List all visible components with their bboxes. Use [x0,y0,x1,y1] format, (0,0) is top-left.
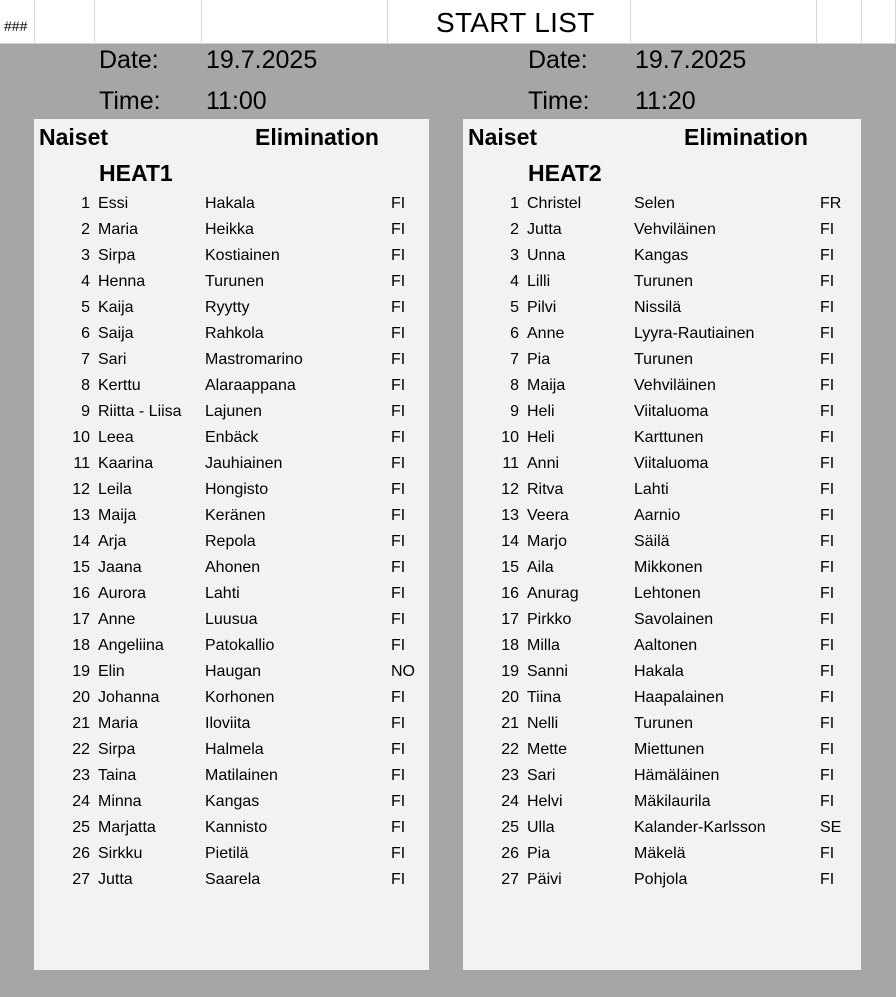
country-code: FI [820,325,835,342]
start-number: 21 [501,715,519,732]
country-code: FI [391,481,406,498]
country-code: FI [820,741,835,758]
start-list-row [463,793,858,819]
start-number: 5 [510,299,519,316]
start-list-row [34,715,429,741]
header-cell[interactable] [35,0,95,43]
last-name: Hakala [634,663,684,680]
first-name: Päivi [527,871,562,888]
time-label: Time: [99,87,161,115]
country-code: FI [820,273,835,290]
first-name: Minna [98,793,142,810]
first-name: Jutta [98,871,133,888]
country-code: FI [391,819,406,836]
header-cell[interactable] [817,0,862,43]
last-name: Haapalainen [634,689,724,706]
start-list-row [463,481,858,507]
first-name: Nelli [527,715,559,732]
last-name: Kannisto [205,819,268,836]
first-name: Anne [527,325,565,342]
first-name: Sanni [527,663,568,680]
first-name: Maija [527,377,566,394]
start-number: 6 [81,325,90,342]
country-code: FI [391,611,406,628]
last-name: Aaltonen [634,637,698,654]
start-number: 12 [72,481,90,498]
start-list-row [463,767,858,793]
country-code: FI [391,403,406,420]
start-list-row [34,611,429,637]
start-list-row [463,273,858,299]
start-list-row [463,429,858,455]
group-label: Naiset [39,124,109,150]
country-code: FI [391,429,406,446]
country-code: FI [820,871,835,888]
header-cell[interactable] [631,0,817,43]
first-name: Anurag [527,585,579,602]
first-name: Marjo [527,533,568,550]
country-code: FI [820,533,835,550]
page-title: START LIST [436,7,595,38]
country-code: FI [820,689,835,706]
first-name: Sari [98,351,127,368]
country-code: FI [391,793,406,810]
start-list-row [463,377,858,403]
last-name: Kangas [634,247,689,264]
last-name: Korhonen [205,689,275,706]
first-name: Sirpa [98,247,136,264]
start-list-row [463,585,858,611]
country-code: FI [820,559,835,576]
start-number: 19 [501,663,519,680]
start-list-row [34,429,429,455]
last-name: Turunen [634,351,693,368]
start-number: 14 [501,533,519,550]
start-list-row [463,351,858,377]
country-code: FI [820,377,835,394]
start-list-row [34,221,429,247]
start-list-row [34,819,429,845]
last-name: Kangas [205,793,260,810]
country-code: FI [820,663,835,680]
start-list-row [463,611,858,637]
start-list-row [34,767,429,793]
country-code: FI [820,247,835,264]
last-name: Mikkonen [634,559,703,576]
first-name: Kaija [98,299,134,316]
first-name: Maria [98,715,139,732]
time-value: 11:00 [206,87,267,115]
last-name: Vehviläinen [634,377,716,394]
start-list-row [463,325,858,351]
last-name: Patokallio [205,637,275,654]
last-name: Halmela [205,741,264,758]
last-name: Matilainen [205,767,278,784]
first-name: Sirpa [98,741,136,758]
date-value: 19.7.2025 [206,46,318,74]
first-name: Angeliina [98,637,164,654]
start-number: 11 [502,455,519,472]
start-number: 26 [72,845,90,862]
first-name: Ritva [527,481,564,498]
start-list-row [34,455,429,481]
first-name: Heli [527,429,555,446]
last-name: Jauhiainen [205,455,283,472]
heat-panel [34,119,429,970]
header-cell[interactable] [862,0,896,43]
start-list-row [463,507,858,533]
last-name: Mastromarino [205,351,303,368]
country-code: FI [820,429,835,446]
last-name: Aarnio [634,507,681,524]
start-list-row [463,403,858,429]
start-number: 23 [72,767,90,784]
start-list-row [34,663,429,689]
start-number: 9 [81,403,90,420]
start-list-row [463,221,858,247]
last-name: Mäkelä [634,845,686,862]
start-list-row [34,533,429,559]
start-list-row [463,559,858,585]
start-number: 4 [510,273,519,290]
last-name: Ahonen [205,559,261,576]
country-code: FI [391,741,406,758]
heat-title: HEAT1 [99,160,173,186]
start-number: 16 [501,585,519,602]
country-code: FI [820,507,835,524]
start-list-row [34,247,429,273]
first-name: Pia [527,845,551,862]
start-number: 18 [501,637,519,654]
start-list-row [34,481,429,507]
date-label: Date: [99,46,159,74]
start-number: 5 [81,299,90,316]
last-name: Lehtonen [634,585,701,602]
start-number: 13 [501,507,519,524]
start-list-row [34,845,429,871]
last-name: Nissilä [634,299,682,316]
country-code: FR [820,195,842,212]
start-number: 12 [501,481,519,498]
start-number: 21 [72,715,90,732]
start-number: 18 [72,637,90,654]
overflow-marker: ### [4,18,28,34]
start-number: 25 [501,819,519,836]
last-name: Haugan [205,663,262,680]
last-name: Saarela [205,871,261,888]
header-cell[interactable] [202,0,388,43]
start-number: 13 [72,507,90,524]
last-name: Turunen [634,273,693,290]
start-number: 27 [72,871,90,888]
country-code: FI [820,715,835,732]
start-list-row [463,715,858,741]
start-number: 16 [72,585,90,602]
first-name: Kaarina [98,455,154,472]
first-name: Elin [98,663,125,680]
first-name: Aila [527,559,554,576]
start-list-row [463,299,858,325]
start-list-row [463,819,858,845]
country-code: FI [820,585,835,602]
time-value: 11:20 [635,87,696,115]
first-name: Essi [98,195,129,212]
country-code: FI [820,611,835,628]
last-name: Karttunen [634,429,704,446]
first-name: Johanna [98,689,160,706]
last-name: Hongisto [205,481,269,498]
start-number: 26 [501,845,519,862]
start-list-row [34,793,429,819]
start-list-row [34,637,429,663]
last-name: Lahti [634,481,669,498]
last-name: Miettunen [634,741,705,758]
start-list-row [463,195,858,221]
first-name: Pirkko [527,611,572,628]
first-name: Anni [527,455,560,472]
start-number: 6 [510,325,519,342]
start-number: 8 [81,377,90,394]
first-name: Aurora [98,585,147,602]
start-number: 19 [72,663,90,680]
start-list-row [463,455,858,481]
last-name: Luusua [205,611,258,628]
first-name: Helvi [527,793,563,810]
first-name: Pilvi [527,299,557,316]
date-label: Date: [528,46,588,74]
country-code: FI [820,793,835,810]
last-name: Alaraappana [205,377,296,394]
start-number: 4 [81,273,90,290]
last-name: Rahkola [205,325,264,342]
date-value: 19.7.2025 [635,46,747,74]
last-name: Pietilä [205,845,249,862]
country-code: FI [820,221,835,238]
first-name: Tiina [527,689,562,706]
start-number: 22 [72,741,90,758]
country-code: FI [391,455,406,472]
country-code: FI [820,845,835,862]
last-name: Heikka [205,221,254,238]
country-code: FI [391,845,406,862]
first-name: Kerttu [98,377,141,394]
last-name: Lahti [205,585,240,602]
start-number: 9 [510,403,519,420]
start-list-row [463,533,858,559]
start-list-row [463,663,858,689]
last-name: Keränen [205,507,266,524]
first-name: Leila [98,481,132,498]
country-code: FI [391,195,406,212]
last-name: Viitaluoma [634,455,709,472]
start-list-row [34,299,429,325]
last-name: Selen [634,195,675,212]
first-name: Maija [98,507,137,524]
start-number: 20 [501,689,519,706]
start-number: 8 [510,377,519,394]
start-list-row [34,351,429,377]
last-name: Lyyra-Rautiainen [634,325,755,342]
country-code: FI [391,507,406,524]
first-name: Arja [98,533,127,550]
last-name: Repola [205,533,256,550]
country-code: FI [391,767,406,784]
start-list-row [463,637,858,663]
last-name: Hakala [205,195,255,212]
heat-panel [463,119,861,970]
country-code: FI [391,559,406,576]
country-code: FI [391,325,406,342]
first-name: Mette [527,741,568,758]
start-number: 15 [501,559,519,576]
last-name: Kalander-Karlsson [634,819,766,836]
country-code: FI [820,351,835,368]
time-label: Time: [528,87,590,115]
last-name: Iloviita [205,715,251,732]
group-label: Naiset [468,124,538,150]
start-number: 11 [73,455,90,472]
last-name: Ryytty [205,299,250,316]
event-label: Elimination [255,124,379,150]
start-list-row [34,195,429,221]
country-code: FI [391,585,406,602]
first-name: Sari [527,767,556,784]
start-list-row [34,689,429,715]
country-code: FI [820,299,835,316]
first-name: Anne [98,611,136,628]
first-name: Ulla [527,819,555,836]
first-name: Lilli [527,273,551,290]
first-name: Leea [98,429,134,446]
start-number: 7 [81,351,90,368]
country-code: FI [820,637,835,654]
start-list-row [463,845,858,871]
start-number: 24 [72,793,90,810]
start-list-row [34,871,429,897]
country-code: SE [820,819,842,836]
start-number: 22 [501,741,519,758]
start-list-row [34,585,429,611]
last-name: Vehviläinen [634,221,716,238]
country-code: FI [820,481,835,498]
country-code: FI [820,767,835,784]
start-list-row [34,507,429,533]
last-name: Enbäck [205,429,259,446]
first-name: Sirkku [98,845,143,862]
first-name: Taina [98,767,137,784]
start-number: 14 [72,533,90,550]
first-name: Pia [527,351,551,368]
last-name: Lajunen [205,403,262,420]
start-number: 3 [510,247,519,264]
country-code: FI [391,247,406,264]
start-number: 24 [501,793,519,810]
start-number: 2 [510,221,519,238]
start-number: 10 [501,429,519,446]
start-list-row [34,559,429,585]
start-number: 23 [501,767,519,784]
start-number: 7 [510,351,519,368]
last-name: Kostiainen [205,247,280,264]
last-name: Turunen [634,715,693,732]
country-code: FI [391,689,406,706]
header-row [0,0,896,44]
country-code: FI [391,533,406,550]
first-name: Saija [98,325,134,342]
last-name: Hämäläinen [634,767,720,784]
first-name: Henna [98,273,146,290]
start-list-row [34,273,429,299]
start-number: 1 [510,195,519,212]
start-list-row [463,741,858,767]
start-number: 20 [72,689,90,706]
start-list-row [34,377,429,403]
header-cell[interactable] [95,0,202,43]
event-label: Elimination [684,124,808,150]
start-number: 2 [81,221,90,238]
first-name: Marjatta [98,819,156,836]
country-code: FI [391,221,406,238]
country-code: NO [391,663,415,680]
country-code: FI [391,377,406,394]
start-number: 27 [501,871,519,888]
first-name: Unna [527,247,566,264]
start-list-row [34,741,429,767]
country-code: FI [391,637,406,654]
start-number: 17 [72,611,90,628]
start-list-row [463,689,858,715]
start-number: 10 [72,429,90,446]
country-code: FI [391,871,406,888]
country-code: FI [820,403,835,420]
start-list-row [34,325,429,351]
country-code: FI [391,299,406,316]
start-list-row [463,247,858,273]
start-list-row [463,871,858,897]
start-number: 15 [72,559,90,576]
first-name: Heli [527,403,555,420]
start-list-row [34,403,429,429]
last-name: Pohjola [634,871,688,888]
first-name: Jutta [527,221,562,238]
last-name: Viitaluoma [634,403,709,420]
country-code: FI [391,715,406,732]
start-number: 25 [72,819,90,836]
first-name: Riitta - Liisa [98,403,182,420]
country-code: FI [391,273,406,290]
heat-title: HEAT2 [528,160,602,186]
last-name: Savolainen [634,611,714,628]
last-name: Mäkilaurila [634,793,711,810]
first-name: Maria [98,221,139,238]
first-name: Milla [527,637,560,654]
country-code: FI [820,455,835,472]
country-code: FI [391,351,406,368]
first-name: Jaana [98,559,142,576]
last-name: Turunen [205,273,264,290]
first-name: Christel [527,195,582,212]
last-name: Säilä [634,533,670,550]
first-name: Veera [527,507,569,524]
start-number: 3 [81,247,90,264]
start-number: 1 [81,195,90,212]
start-number: 17 [501,611,519,628]
